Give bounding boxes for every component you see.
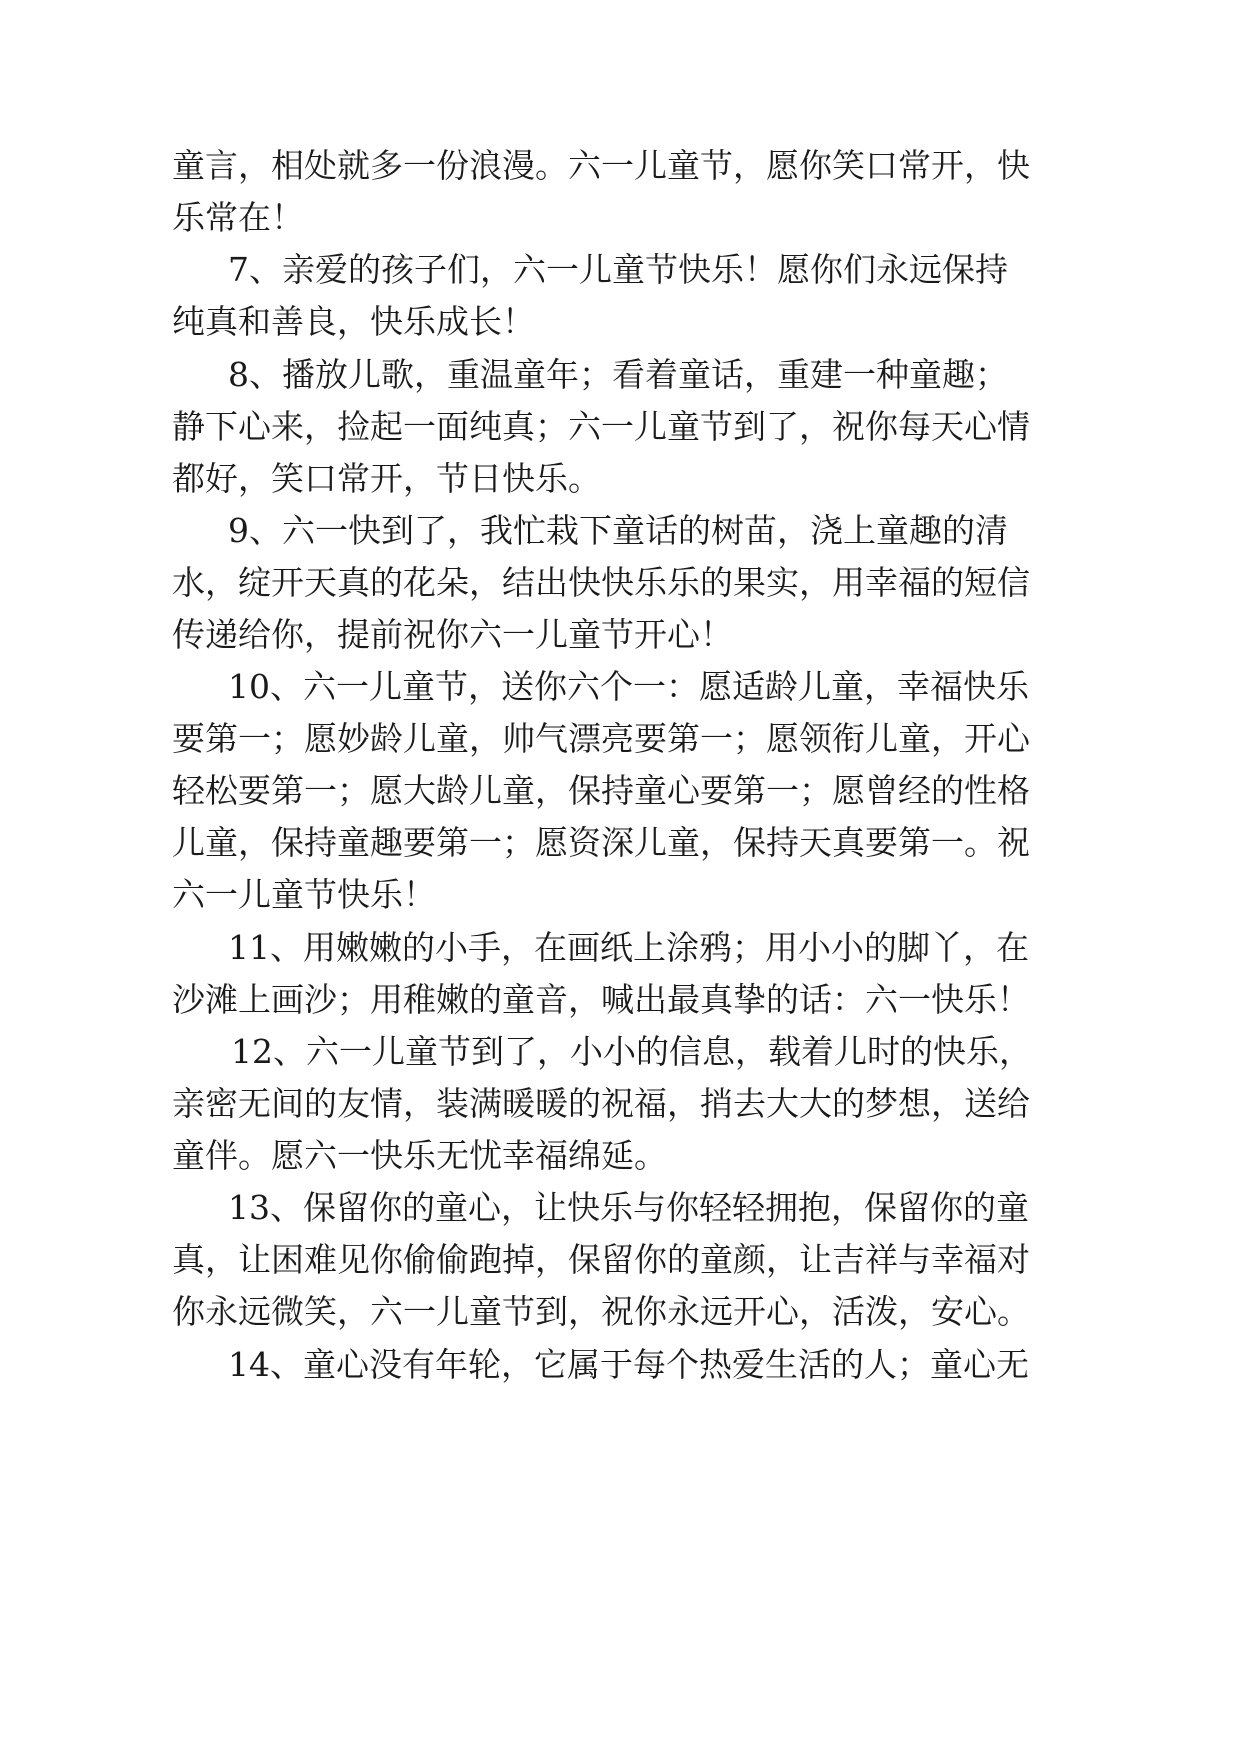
text-line: 亲密无间的友情，装满暖暖的祝福，捎去大大的梦想，送给 (172, 1084, 1030, 1123)
text-line: 14、童心没有年轮，它属于每个热爱生活的人；童心无 (228, 1345, 1029, 1384)
text-line: 真，让困难见你偷偷跑掉，保留你的童颜，让吉祥与幸福对 (172, 1240, 1030, 1279)
text-line: 要第一；愿妙龄儿童，帅气漂亮要第一；愿领衔儿童，开心 (172, 719, 1030, 758)
text-line: 轻松要第一；愿大龄儿童，保持童心要第一；愿曾经的性格 (172, 771, 1030, 810)
text-line: 你永远微笑，六一儿童节到，祝你永远开心，活泼，安心。 (172, 1292, 1030, 1331)
text-line: 童言，相处就多一份浪漫。六一儿童节，愿你笑口常开，快 (172, 146, 1030, 185)
text-line: 纯真和善良，快乐成长！ (172, 302, 535, 341)
text-line: 传递给你，提前祝你六一儿童节开心！ (172, 615, 733, 654)
text-line: 静下心来，捡起一面纯真；六一儿童节到了，祝你每天心情 (172, 407, 1030, 446)
text-line: 都好，笑口常开，节日快乐。 (172, 459, 601, 498)
text-line: 12、六一儿童节到了，小小的信息，载着儿时的快乐， (231, 1032, 1032, 1071)
text-line: 童伴。愿六一快乐无忧幸福绵延。 (172, 1136, 667, 1175)
text-line: 13、保留你的童心，让快乐与你轻轻拥抱，保留你的童 (228, 1188, 1029, 1227)
text-line: 7、亲爱的孩子们，六一儿童节快乐！愿你们永远保持 (228, 250, 1008, 289)
text-line: 9、六一快到了，我忙栽下童话的树苗，浇上童趣的清 (228, 511, 1008, 550)
text-line: 乐常在！ (172, 198, 304, 237)
text-line: 儿童，保持童趣要第一；愿资深儿童，保持天真要第一。祝 (172, 823, 1030, 862)
text-line: 六一儿童节快乐！ (172, 875, 436, 914)
text-line: 沙滩上画沙；用稚嫩的童音，喊出最真挚的话：六一快乐！ (172, 980, 1030, 1019)
text-line: 11、用嫩嫩的小手，在画纸上涂鸦；用小小的脚丫，在 (228, 928, 1029, 967)
text-line: 10、六一儿童节，送你六个一：愿适龄儿童，幸福快乐 (228, 667, 1029, 706)
text-line: 水，绽开天真的花朵，结出快快乐乐的果实，用幸福的短信 (172, 563, 1030, 602)
text-line: 8、播放儿歌，重温童年；看着童话，重建一种童趣； (228, 355, 1008, 394)
